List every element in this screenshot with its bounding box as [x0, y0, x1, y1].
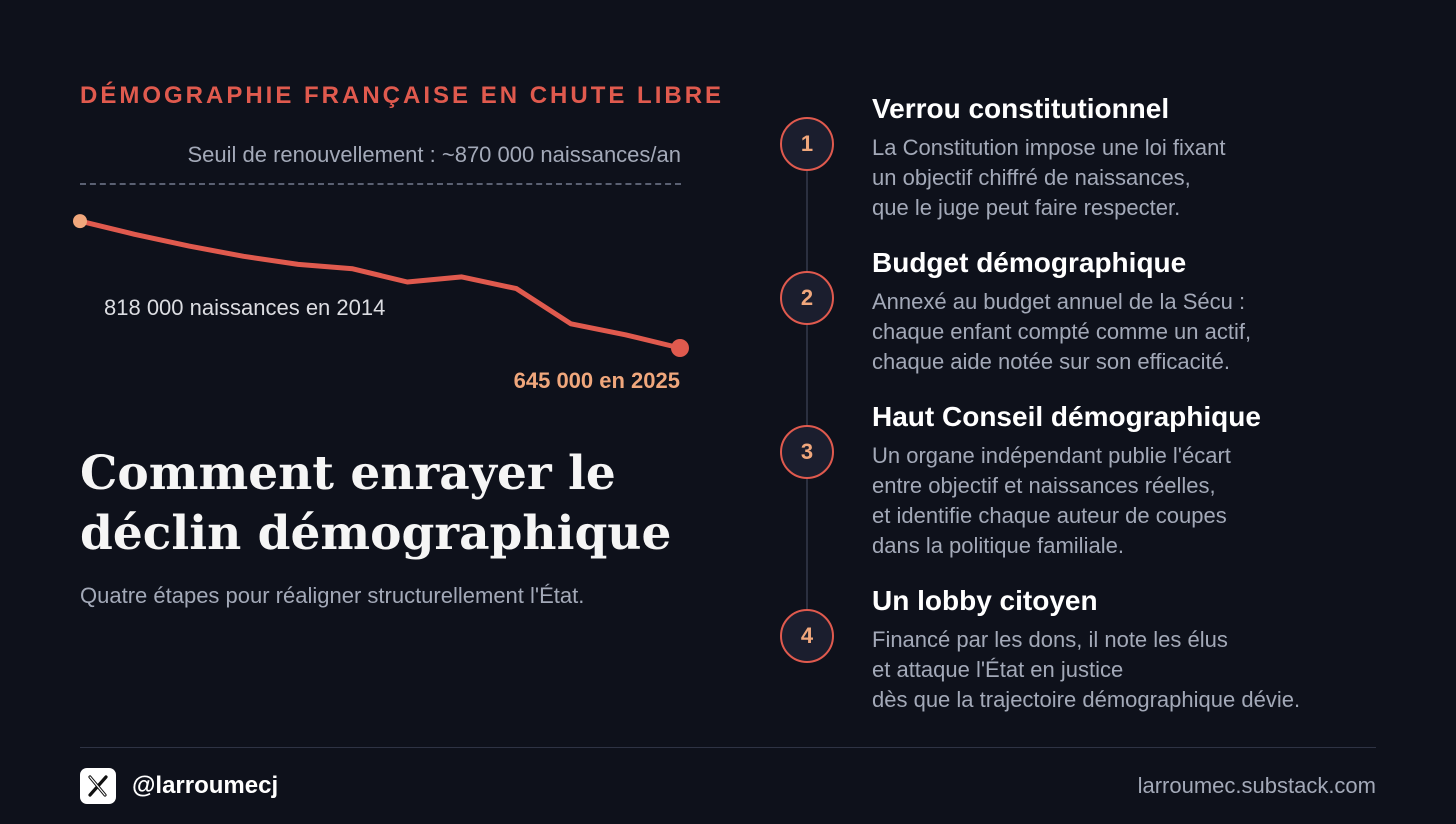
births-line-chart	[0, 0, 740, 420]
main-title-line-1: Comment enrayer le	[80, 446, 616, 501]
step-3-body	[872, 441, 1231, 561]
main-title-line-2: déclin démographique	[80, 506, 672, 561]
end-annotation: 645 000 en 2025	[513, 368, 680, 393]
x-logo-icon[interactable]	[80, 768, 116, 804]
step-2-body	[872, 287, 1251, 377]
main-title	[80, 444, 740, 564]
step-1-number: 1	[780, 117, 834, 171]
footer-divider	[80, 747, 1376, 748]
start-annotation: 818 000 naissances en 2014	[104, 295, 386, 320]
step-3-line: et identifie chaque auteur de coupes	[872, 503, 1227, 528]
step-1-body	[872, 133, 1225, 223]
step-4-line: Financé par les dons, il note les élus	[872, 627, 1228, 652]
site-link[interactable]: larroumec.substack.com	[1137, 773, 1376, 798]
step-2-number: 2	[780, 271, 834, 325]
step-3-line: entre objectif et naissances réelles,	[872, 473, 1216, 498]
step-4-body	[872, 625, 1300, 715]
step-3-title: Haut Conseil démographique	[872, 401, 1261, 432]
step-4-number: 4	[780, 609, 834, 663]
step-3-line: Un organe indépendant publie l'écart	[872, 443, 1231, 468]
step-2-title: Budget démographique	[872, 247, 1187, 278]
step-2-line: Annexé au budget annuel de la Sécu :	[872, 289, 1246, 314]
timeline-connector	[806, 170, 808, 610]
step-4-line: dès que la trajectoire démographique dévie.	[872, 687, 1301, 712]
step-2-line: chaque aide notée sur son efficacité.	[872, 349, 1230, 374]
author-handle[interactable]: @larroumecj	[132, 772, 279, 799]
end-data-point	[671, 339, 689, 357]
births-series-line	[80, 221, 680, 348]
step-1-line: un objectif chiffré de naissances,	[872, 165, 1191, 190]
step-1-title: Verrou constitutionnel	[872, 93, 1170, 124]
step-2-line: chaque enfant compté comme un actif,	[872, 319, 1252, 344]
step-4-title: Un lobby citoyen	[872, 585, 1098, 616]
step-4-line: et attaque l'État en justice	[872, 657, 1124, 682]
kicker-heading: DÉMOGRAPHIE FRANÇAISE EN CHUTE LIBRE	[80, 82, 725, 109]
threshold-label: Seuil de renouvellement : ~870 000 naissances/an	[187, 142, 681, 167]
step-1-line: La Constitution impose une loi fixant	[872, 135, 1226, 160]
step-3-number: 3	[780, 425, 834, 479]
start-data-point	[73, 214, 87, 228]
subtitle: Quatre étapes pour réaligner structurellement l'État.	[80, 583, 585, 608]
step-1-line: que le juge peut faire respecter.	[872, 195, 1181, 220]
step-3-line: dans la politique familiale.	[872, 533, 1124, 558]
